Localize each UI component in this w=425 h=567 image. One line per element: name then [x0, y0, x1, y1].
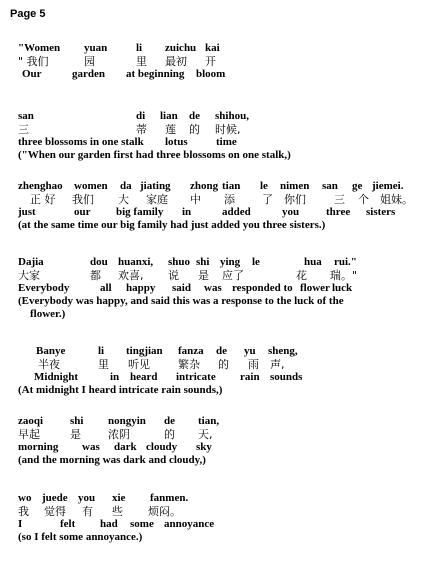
pinyin-token: shi — [196, 256, 210, 268]
hanzi-token: 半夜 — [38, 358, 60, 371]
hanzi-token: 个 — [358, 193, 369, 206]
pinyin-token: de — [164, 415, 175, 427]
gloss-token: intricate — [176, 371, 216, 383]
hanzi-token: 中 — [190, 193, 201, 206]
hanzi-token: 烦闷。 — [148, 505, 181, 518]
gloss-token: said — [172, 282, 191, 294]
translation-line: (and the morning was dark and cloudy,) — [18, 454, 206, 466]
hanzi-token: 雨 — [248, 358, 259, 371]
gloss-token: in — [110, 371, 120, 383]
pinyin-token: nongyin — [108, 415, 146, 427]
hanzi-line — [0, 55, 425, 68]
pinyin-token: shihou, — [215, 110, 249, 122]
gloss-token: I — [18, 518, 23, 530]
hanzi-token: 三 — [334, 193, 345, 206]
hanzi-token: 是 — [198, 269, 209, 282]
hanzi-token: 三 — [18, 123, 29, 136]
hanzi-token: 里 — [98, 358, 109, 371]
hanzi-line — [0, 123, 425, 136]
translation-line: (Everybody was happy, and said this was a response to the luck of the — [18, 295, 344, 307]
gloss-line — [0, 518, 425, 531]
hanzi-line — [0, 193, 425, 206]
pinyin-token: zhenghao — [18, 180, 63, 192]
gloss-token: all — [100, 282, 112, 294]
pinyin-token: ge — [352, 180, 363, 192]
gloss-token: morning — [18, 441, 59, 453]
hanzi-token: 时候, — [215, 123, 241, 136]
gloss-token: at beginning — [126, 68, 185, 80]
page-number: Page 5 — [10, 8, 46, 20]
pinyin-token: Banye — [36, 345, 66, 357]
hanzi-token: 我们 — [72, 193, 94, 206]
gloss-token: bloom — [196, 68, 226, 80]
pinyin-token: da — [120, 180, 132, 192]
hanzi-token: 园 — [84, 55, 95, 68]
hanzi-token: 欢喜, — [118, 269, 144, 282]
gloss-token: Everybody — [18, 282, 70, 294]
pinyin-token: li — [98, 345, 105, 357]
translation-line: (At midnight I heard intricate rain sounds,) — [18, 384, 223, 396]
gloss-token: sounds — [270, 371, 303, 383]
gloss-token: three blossoms in one stalk — [18, 136, 144, 148]
gloss-token: Our — [22, 68, 42, 80]
hanzi-token: 瑞。" — [330, 269, 358, 282]
gloss-token: flower — [300, 282, 330, 294]
gloss-token: felt — [60, 518, 76, 530]
hanzi-token: 花 — [296, 269, 307, 282]
translation-line: flower.) — [30, 308, 66, 320]
pinyin-token: shuo — [168, 256, 191, 268]
pinyin-token: wo — [18, 492, 32, 504]
pinyin-token: jiemei. — [372, 180, 404, 192]
verse-block — [0, 256, 425, 321]
verse-block — [0, 492, 425, 544]
gloss-token: rain — [240, 371, 260, 383]
hanzi-token: 的 — [218, 358, 229, 371]
hanzi-token: 都 — [90, 269, 101, 282]
hanzi-line — [0, 358, 425, 371]
pinyin-line — [0, 110, 425, 123]
gloss-token: some — [130, 518, 154, 530]
gloss-token: time — [216, 136, 237, 148]
translation-line: (so I felt some annoyance.) — [18, 531, 143, 543]
gloss-token: was — [204, 282, 222, 294]
gloss-token: was — [82, 441, 100, 453]
pinyin-token: tian, — [198, 415, 220, 427]
gloss-token: in — [182, 206, 192, 218]
hanzi-token: 最初 — [165, 55, 187, 68]
hanzi-token: 我 — [18, 505, 29, 518]
pinyin-line — [0, 345, 425, 358]
hanzi-token: 大 — [118, 193, 129, 206]
hanzi-line — [0, 428, 425, 441]
pinyin-line — [0, 42, 425, 55]
gloss-line — [0, 206, 425, 219]
pinyin-token: juede — [42, 492, 68, 504]
hanzi-line — [0, 505, 425, 518]
gloss-token: annoyance — [164, 518, 215, 530]
gloss-token: cloudy — [146, 441, 178, 453]
hanzi-token: 声, — [270, 358, 285, 371]
hanzi-token: " 我们 — [18, 55, 49, 68]
pinyin-token: xie — [112, 492, 126, 504]
pinyin-token: lian — [160, 110, 178, 122]
gloss-line — [0, 371, 425, 384]
hanzi-token: 了 — [262, 193, 273, 206]
pinyin-token: tingjian — [126, 345, 163, 357]
hanzi-token: 你们 — [284, 193, 306, 206]
hanzi-token: 姐妹。 — [380, 193, 413, 206]
hanzi-token: 些 — [112, 505, 123, 518]
pinyin-token: san — [18, 110, 34, 122]
gloss-line — [0, 282, 425, 295]
pinyin-token: di — [136, 110, 146, 122]
hanzi-token: 是 — [70, 428, 81, 441]
pinyin-token: le — [252, 256, 260, 268]
gloss-token: added — [222, 206, 251, 218]
pinyin-token: fanza — [178, 345, 204, 357]
gloss-token: you — [282, 206, 300, 218]
gloss-token: Midnight — [34, 371, 79, 383]
hanzi-token: 听见 — [128, 358, 150, 371]
gloss-line — [0, 68, 425, 81]
gloss-token: three — [326, 206, 351, 218]
pinyin-token: yuan — [84, 42, 108, 54]
hanzi-token: 觉得 — [44, 505, 66, 518]
hanzi-token: 早起 — [18, 428, 40, 441]
verse-block — [0, 42, 425, 81]
pinyin-token: li — [136, 42, 143, 54]
hanzi-token: 的 — [164, 428, 175, 441]
pinyin-token: huanxi, — [118, 256, 154, 268]
pinyin-token: zhong — [190, 180, 219, 192]
gloss-token: happy — [126, 282, 156, 294]
hanzi-token: 里 — [136, 55, 147, 68]
pinyin-token: nimen — [280, 180, 310, 192]
pinyin-token: san — [322, 180, 338, 192]
gloss-token: our — [74, 206, 91, 218]
pinyin-token: yu — [244, 345, 256, 357]
hanzi-token: 的 — [189, 123, 200, 136]
gloss-token: sisters — [366, 206, 396, 218]
pinyin-line — [0, 415, 425, 428]
pinyin-token: Dajia — [18, 256, 44, 268]
pinyin-token: dou — [90, 256, 108, 268]
hanzi-token: 家庭 — [146, 193, 168, 206]
gloss-token: sky — [196, 441, 212, 453]
gloss-token: garden — [72, 68, 105, 80]
gloss-token: just — [18, 206, 36, 218]
hanzi-token: 天, — [198, 428, 213, 441]
gloss-token: luck — [332, 282, 353, 294]
translation-line: ("When our garden first had three blossoms on one stalk,) — [18, 149, 291, 161]
pinyin-token: hua — [304, 256, 322, 268]
gloss-line — [0, 441, 425, 454]
gloss-token: responded to — [232, 282, 293, 294]
pinyin-token: tian — [222, 180, 241, 192]
pinyin-line — [0, 256, 425, 269]
verse-block — [0, 180, 425, 232]
hanzi-token: 莲 — [165, 123, 176, 136]
hanzi-token: 应了 — [222, 269, 244, 282]
gloss-line — [0, 136, 425, 149]
pinyin-token: le — [260, 180, 268, 192]
hanzi-token: 浓阴 — [108, 428, 130, 441]
hanzi-line — [0, 269, 425, 282]
verse-block — [0, 415, 425, 467]
hanzi-token: 说 — [168, 269, 179, 282]
pinyin-token: "Women — [18, 42, 61, 54]
gloss-token: big family — [116, 206, 164, 218]
hanzi-token: 正 好 — [30, 193, 56, 206]
pinyin-token: de — [216, 345, 227, 357]
hanzi-token: 大家 — [18, 269, 40, 282]
pinyin-token: ying — [220, 256, 241, 268]
pinyin-token: women — [74, 180, 108, 192]
gloss-token: had — [100, 518, 118, 530]
pinyin-token: shi — [70, 415, 84, 427]
pinyin-token: zaoqi — [18, 415, 44, 427]
gloss-token: heard — [130, 371, 158, 383]
hanzi-token: 蒂 — [136, 123, 147, 136]
pinyin-token: rui." — [334, 256, 357, 268]
gloss-token: dark — [114, 441, 137, 453]
hanzi-token: 繁杂 — [178, 358, 200, 371]
verse-block — [0, 110, 425, 162]
hanzi-token: 有 — [82, 505, 93, 518]
pinyin-token: de — [189, 110, 200, 122]
pinyin-token: kai — [205, 42, 220, 54]
hanzi-token: 添 — [224, 193, 235, 206]
verse-block — [0, 345, 425, 397]
pinyin-token: sheng, — [268, 345, 298, 357]
pinyin-token: zuichu — [165, 42, 197, 54]
pinyin-token: you — [78, 492, 96, 504]
pinyin-token: fanmen. — [150, 492, 189, 504]
pinyin-line — [0, 492, 425, 505]
pinyin-line — [0, 180, 425, 193]
hanzi-token: 开 — [205, 55, 216, 68]
pinyin-token: jiating — [140, 180, 171, 192]
gloss-token: lotus — [165, 136, 188, 148]
translation-line: (at the same time our big family had just added you three sisters.) — [18, 219, 326, 231]
